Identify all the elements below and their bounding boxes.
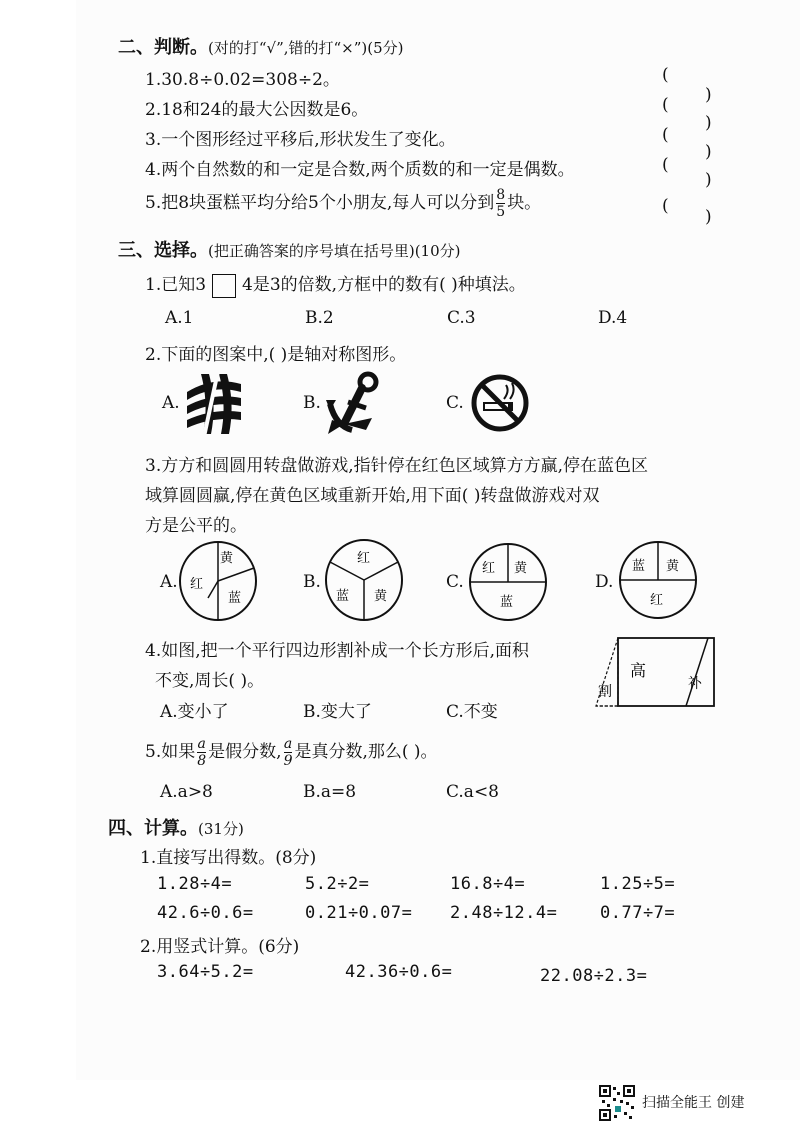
choice-q1: 1.已知3 4是3的倍数,方框中的数有( )种填法。 — [145, 270, 526, 298]
spinner-a-yellow: 黄 — [220, 551, 234, 566]
spinner-a-blue: 蓝 — [228, 591, 242, 606]
vertical-calc-item[interactable]: 3.64÷5.2= — [157, 962, 254, 982]
answer-bracket-3-close: ) — [705, 142, 712, 162]
spinner-d-blue: 蓝 — [632, 559, 646, 574]
calc-item[interactable]: 16.8÷4= — [450, 874, 526, 894]
spinner-c-yellow: 黄 — [514, 561, 528, 576]
q3-option-b[interactable]: B. — [303, 572, 321, 592]
judge-item-5: 5.把8块蛋糕平均分给5个小朋友,每人可以分到 $\frac{8}{5}$ 块。 — [145, 187, 542, 220]
spinner-d-red: 红 — [650, 593, 664, 608]
q5-option-c[interactable]: C.a<8 — [446, 782, 500, 802]
judge-item-2: 2.18和24的最大公因数是6。 — [145, 100, 369, 120]
choice-q3-line1: 3.方方和圆圆用转盘做游戏,指针停在红色区域算方方赢,停在蓝色区 — [145, 456, 649, 476]
q3-option-a[interactable]: A. — [160, 572, 178, 592]
spinner-c-red: 红 — [482, 561, 496, 576]
vertical-calc-item[interactable]: 22.08÷2.3= — [540, 966, 648, 986]
spinner-c-blue: 蓝 — [500, 595, 514, 610]
choice-q4-line1: 4.如图,把一个平行四边形割补成一个长方形后,面积 — [145, 641, 530, 661]
calc-item[interactable]: 0.77÷7= — [600, 903, 676, 923]
section-4-title: 四、计算。(31分) — [108, 818, 244, 839]
section-3-note: (把正确答案的序号填在括号里)(10分) — [208, 242, 461, 260]
section-2-title: 二、判断。(对的打“√”,错的打“×”)(5分) — [118, 37, 404, 58]
spinner-d-yellow: 黄 — [666, 559, 680, 574]
spinner-a — [178, 540, 258, 622]
q5-option-b[interactable]: B.a=8 — [303, 782, 357, 802]
choice-q3-line2: 域算圆圆赢,停在黄色区域重新开始,用下面( )转盘做游戏对双 — [145, 486, 600, 506]
figure-patch-label: 补 — [688, 676, 702, 692]
fraction-a-8: $\frac{a}{8}$ — [197, 736, 207, 769]
answer-bracket-1[interactable]: ( — [662, 65, 669, 85]
answer-bracket-5-close: ) — [705, 207, 712, 227]
choice-q2: 2.下面的图案中,( )是轴对称图形。 — [145, 345, 407, 365]
vertical-calc-item[interactable]: 42.36÷0.6= — [345, 962, 453, 982]
spinner-a-red: 红 — [190, 577, 204, 592]
spinner-c — [468, 542, 548, 622]
answer-bracket-4[interactable]: ( — [662, 155, 669, 175]
answer-bracket-5[interactable]: ( — [662, 196, 669, 216]
q5-option-a[interactable]: A.a>8 — [160, 782, 213, 802]
answer-bracket-2[interactable]: ( — [662, 95, 669, 115]
judge-item-1: 1.30.8÷0.02=308÷2。 — [145, 70, 340, 90]
calc-item[interactable]: 1.28÷4= — [157, 874, 233, 894]
spinner-b-red: 红 — [357, 551, 371, 566]
answer-bracket-1-close: ) — [705, 85, 712, 105]
section-4-note: (31分) — [198, 820, 244, 838]
figure-cut-label: 割 — [598, 684, 612, 700]
choice-q3-line3: 方是公平的。 — [145, 516, 247, 536]
q1-option-d[interactable]: D.4 — [598, 308, 628, 328]
parallelogram-figure — [590, 632, 720, 710]
judge-item-3: 3.一个图形经过平移后,形状发生了变化。 — [145, 130, 456, 150]
judge-item-4: 4.两个自然数的和一定是合数,两个质数的和一定是偶数。 — [145, 160, 575, 180]
choice-q4-line2: 不变,周长( )。 — [155, 671, 265, 691]
q2-option-b[interactable]: B. — [303, 393, 321, 413]
spinner-b-yellow: 黄 — [374, 589, 388, 604]
q1-option-b[interactable]: B.2 — [305, 308, 334, 328]
q3-option-d[interactable]: D. — [595, 572, 614, 592]
calc-sub-1: 1.直接写出得数。(8分) — [140, 848, 317, 868]
calc-sub-2: 2.用竖式计算。(6分) — [140, 937, 300, 957]
spinner-d — [618, 540, 698, 620]
q4-option-a[interactable]: A.变小了 — [160, 702, 229, 722]
q4-option-c[interactable]: C.不变 — [446, 702, 498, 722]
figure-height-label: 高 — [630, 661, 647, 680]
fraction-8-5: $\frac{8}{5}$ — [496, 187, 506, 220]
calc-item[interactable]: 42.6÷0.6= — [157, 903, 254, 923]
section-2-note: (对的打“√”,错的打“×”)(5分) — [208, 39, 404, 57]
no-smoking-icon — [470, 373, 530, 433]
spinner-b — [324, 538, 404, 622]
footer-watermark-text: 扫描全能王 创建 — [642, 1095, 745, 1111]
q4-option-b[interactable]: B.变大了 — [303, 702, 372, 722]
q3-option-c[interactable]: C. — [446, 572, 464, 592]
answer-bracket-3[interactable]: ( — [662, 125, 669, 145]
calc-item[interactable]: 0.21÷0.07= — [305, 903, 413, 923]
section-3-title: 三、选择。(把正确答案的序号填在括号里)(10分) — [118, 240, 461, 261]
fraction-a-9: $\frac{a}{9}$ — [283, 736, 293, 769]
q1-option-c[interactable]: C.3 — [447, 308, 476, 328]
calc-item[interactable]: 2.48÷12.4= — [450, 903, 558, 923]
calc-item[interactable]: 5.2÷2= — [305, 874, 370, 894]
choice-q5: 5.如果 $\frac{a}{8}$ 是假分数, $\frac{a}{9}$ 是真分数,那么( )。 — [145, 736, 438, 769]
calc-item[interactable]: 1.25÷5= — [600, 874, 676, 894]
anchor-icon — [322, 368, 386, 438]
q1-option-a[interactable]: A.1 — [165, 308, 194, 328]
q2-option-a[interactable]: A. — [162, 393, 180, 413]
q2-option-c[interactable]: C. — [446, 393, 464, 413]
blank-box[interactable] — [212, 274, 236, 298]
answer-bracket-4-close: ) — [705, 170, 712, 190]
answer-bracket-2-close: ) — [705, 113, 712, 133]
qr-code-icon — [598, 1084, 636, 1122]
pattern-a-icon — [183, 370, 245, 438]
spinner-b-blue: 蓝 — [336, 589, 350, 604]
